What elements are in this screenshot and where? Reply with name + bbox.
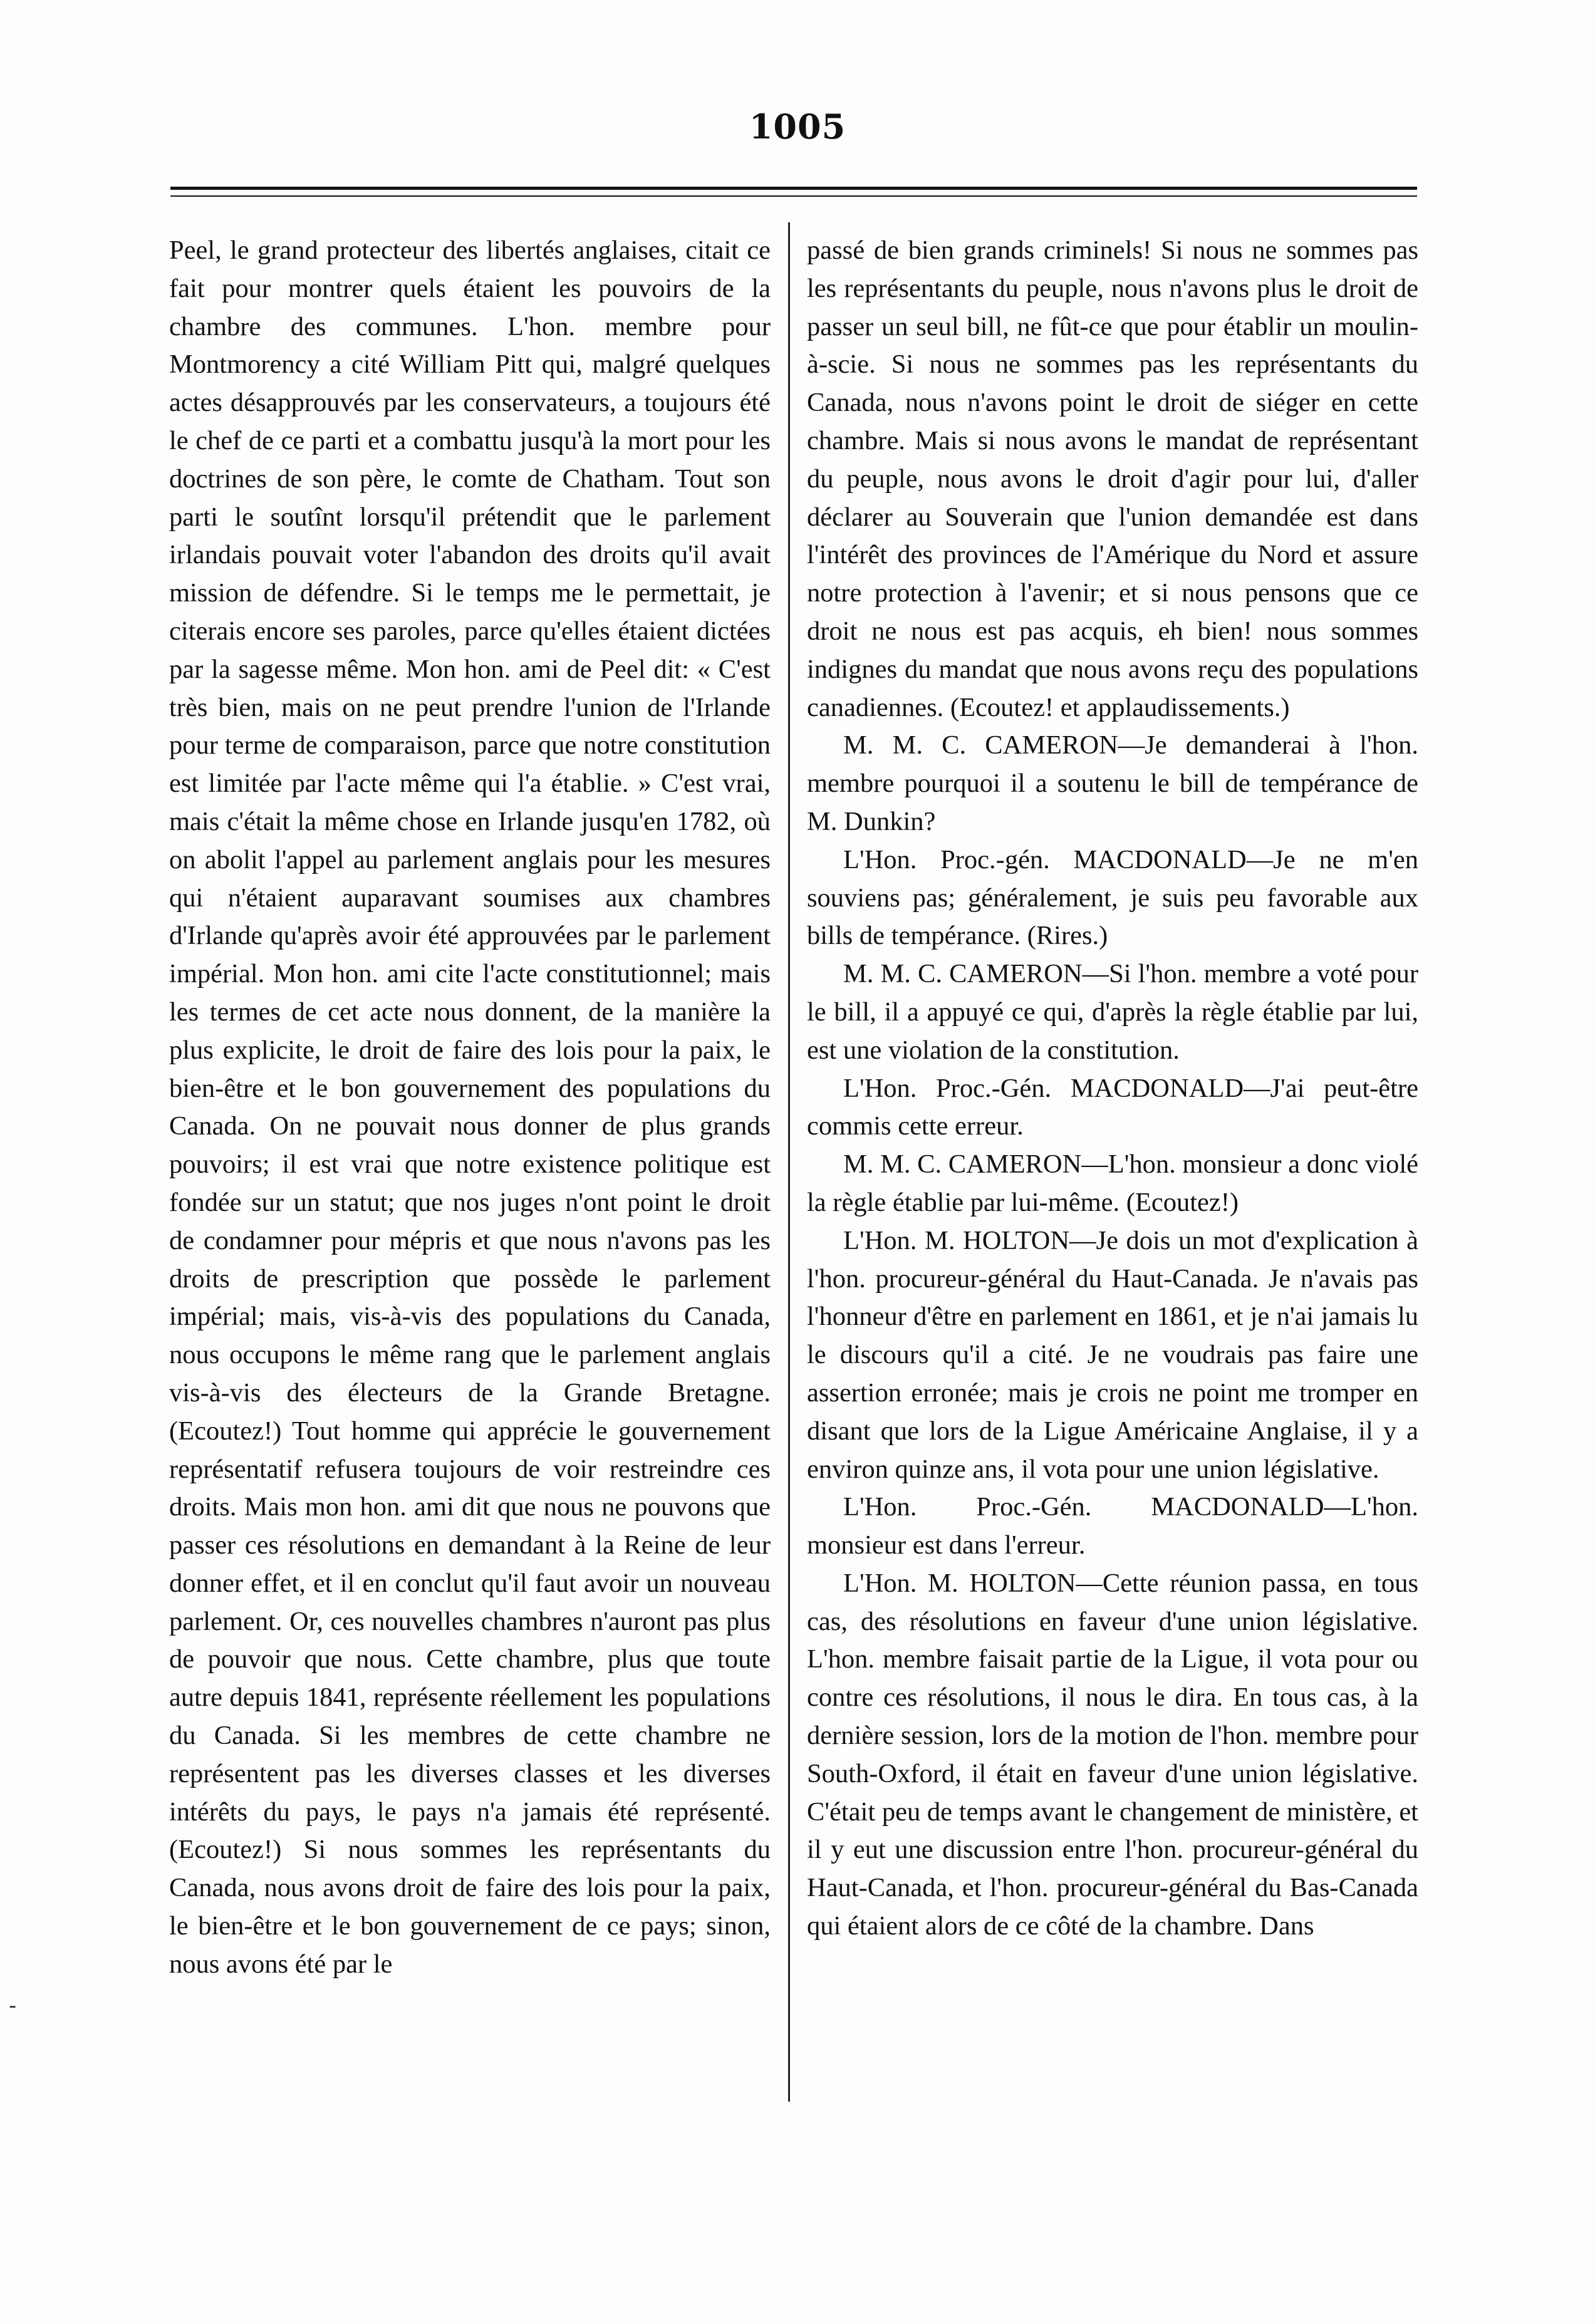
paragraph: M. M. C. CAMERON—Si l'hon. membre a voté pour le bill, il a appuyé ce qui, d'après la règle établie par lui, est une violation de la constitution. <box>807 959 1418 1065</box>
header-rule-thin <box>170 195 1417 197</box>
margin-mark: - <box>9 1993 17 2018</box>
page-number: 1005 <box>749 106 846 147</box>
left-column <box>169 232 771 1984</box>
paragraph: Peel, le grand protecteur des libertés anglaises, citait ce fait pour montrer quels étaient les pouvoirs de la chambre des communes. L'hon. membre pour Montmorency a cité William Pitt qui, malgré quelques actes désapprouvés par les conservateurs, a toujours été le chef de ce parti et a combattu jusqu'à la mort pour les doctrines de son père, le comte de Chatham. Tout son parti le soutînt lorsqu'il prétendit que le parlement irlandais pouvait voter l'abandon des droits qu'il avait mission de défendre. Si le temps me le permettait, je citerais encore ses paroles, parce qu'elles étaient dictées par la sagesse même. Mon hon. ami de Peel dit: « C'est très bien, mais on ne peut prendre l'union de l'Irlande pour terme de comparaison, parce que notre constitution est limitée par l'acte même qui l'a établie. » C'est vrai, mais c'était la même chose en Irlande jusqu'en 1782, où on abolit l'appel au parlement anglais pour les mesures qui n'étaient auparavant soumises aux chambres d'Irlande qu'après avoir été approuvées par le parlement impérial. Mon hon. ami cite l'acte constitutionnel; mais les termes de cet acte nous donnent, de la manière la plus explicite, le droit de faire des lois pour la paix, le bien-être et le bon gouvernement des populations du Canada. On ne pouvait nous donner de plus grands pouvoirs; il est vrai que notre existence politique est fondée sur un statut; que nos juges n'ont point le droit de condamner pour mépris et que nous n'avons pas les droits de prescription que possède le parlement impérial; mais, vis-à-vis des populations du Canada, nous occupons le même rang que le parlement anglais vis-à-vis des électeurs de la Grande Bretagne. (Ecoutez!) Tout homme qui apprécie le gouvernement représentatif refusera toujours de voir restreindre ces droits. Mais mon hon. ami dit que nous ne pouvons que passer ces résolutions en demandant à la Reine de leur donner effet, et il en conclut qu'il faut avoir un nouveau parlement. Or, ces nouvelles chambres n'auront pas plus de pouvoir que nous. Cette chambre, plus que toute autre depuis 1841, représente réellement les populations du Canada. Si les membres de cette chambre ne représentent pas les diverses classes et les diverses intérêts du pays, le pays n'a jamais été représenté. (Ecoutez!) Si nous sommes les représentants du Canada, nous avons droit de faire des lois pour la paix, le bien-être et le bon gouvernement de ce pays; sinon, nous avons été par le <box>169 236 771 1979</box>
paragraph: L'Hon. Proc.-Gén. MACDONALD—J'ai peut-être commis cette erreur. <box>807 1073 1418 1141</box>
right-column <box>807 232 1418 1946</box>
paragraph: M. M. C. CAMERON—L'hon. monsieur a donc violé la règle établie par lui-même. (Ecoutez!) <box>807 1149 1418 1217</box>
paragraph: M. M. C. CAMERON—Je demanderai à l'hon. membre pourquoi il a soutenu le bill de tempérance de M. Dunkin? <box>807 730 1418 836</box>
paragraph: L'Hon. M. HOLTON—Cette réunion passa, en tous cas, des résolutions en faveur d'une union législative. L'hon. membre faisait partie de la Ligue, il vota pour ou contre ces résolutions, il nous le dira. En tous cas, à la dernière session, lors de la motion de l'hon. membre pour South-Oxford, il était en faveur d'une union législative. C'était peu de temps avant le changement de ministère, et il y eut une discussion entre l'hon. procureur-général du Haut-Canada, et l'hon. procureur-général du Bas-Canada qui étaient alors de ce côté de la chambre. Dans <box>807 1568 1418 1941</box>
paragraph: passé de bien grands criminels! Si nous ne sommes pas les représentants du peuple, nous n'avons plus le droit de passer un seul bill, ne fût-ce que pour établir un moulin-à-scie. Si nous ne sommes pas les représentants du Canada, nous n'avons point le droit de siéger en cette chambre. Mais si nous avons le mandat de représentant du peuple, nous avons le droit d'agir pour lui, d'aller déclarer au Souverain que l'union demandée est dans l'intérêt des provinces de l'Amérique du Nord et assure notre protection à l'avenir; et si nous pensons que ce droit ne nous est pas acquis, eh bien! nous sommes indignes du mandat que nous avons reçu des populations canadiennes. (Ecoutez! et applaudissements.) <box>807 236 1418 722</box>
header-rule-thick <box>170 187 1417 190</box>
paragraph: L'Hon. Proc.-Gén. MACDONALD—L'hon. monsieur est dans l'erreur. <box>807 1492 1418 1560</box>
column-divider <box>788 222 790 2102</box>
paragraph: L'Hon. M. HOLTON—Je dois un mot d'explication à l'hon. procureur-général du Haut-Canada. Je n'avais pas l'honneur d'être en parlement en 1861, et je n'ai jamais lu le discours qu'il a cité. Je ne voudrais pas faire une assertion erronée; mais je crois ne point me tromper en disant que lors de la Ligue Américaine Anglaise, il y a environ quinze ans, il vota pour une union législative. <box>807 1225 1418 1484</box>
paragraph: L'Hon. Proc.-gén. MACDONALD—Je ne m'en souviens pas; généralement, je suis peu favorable aux bills de tempérance. (Rires.) <box>807 844 1418 951</box>
